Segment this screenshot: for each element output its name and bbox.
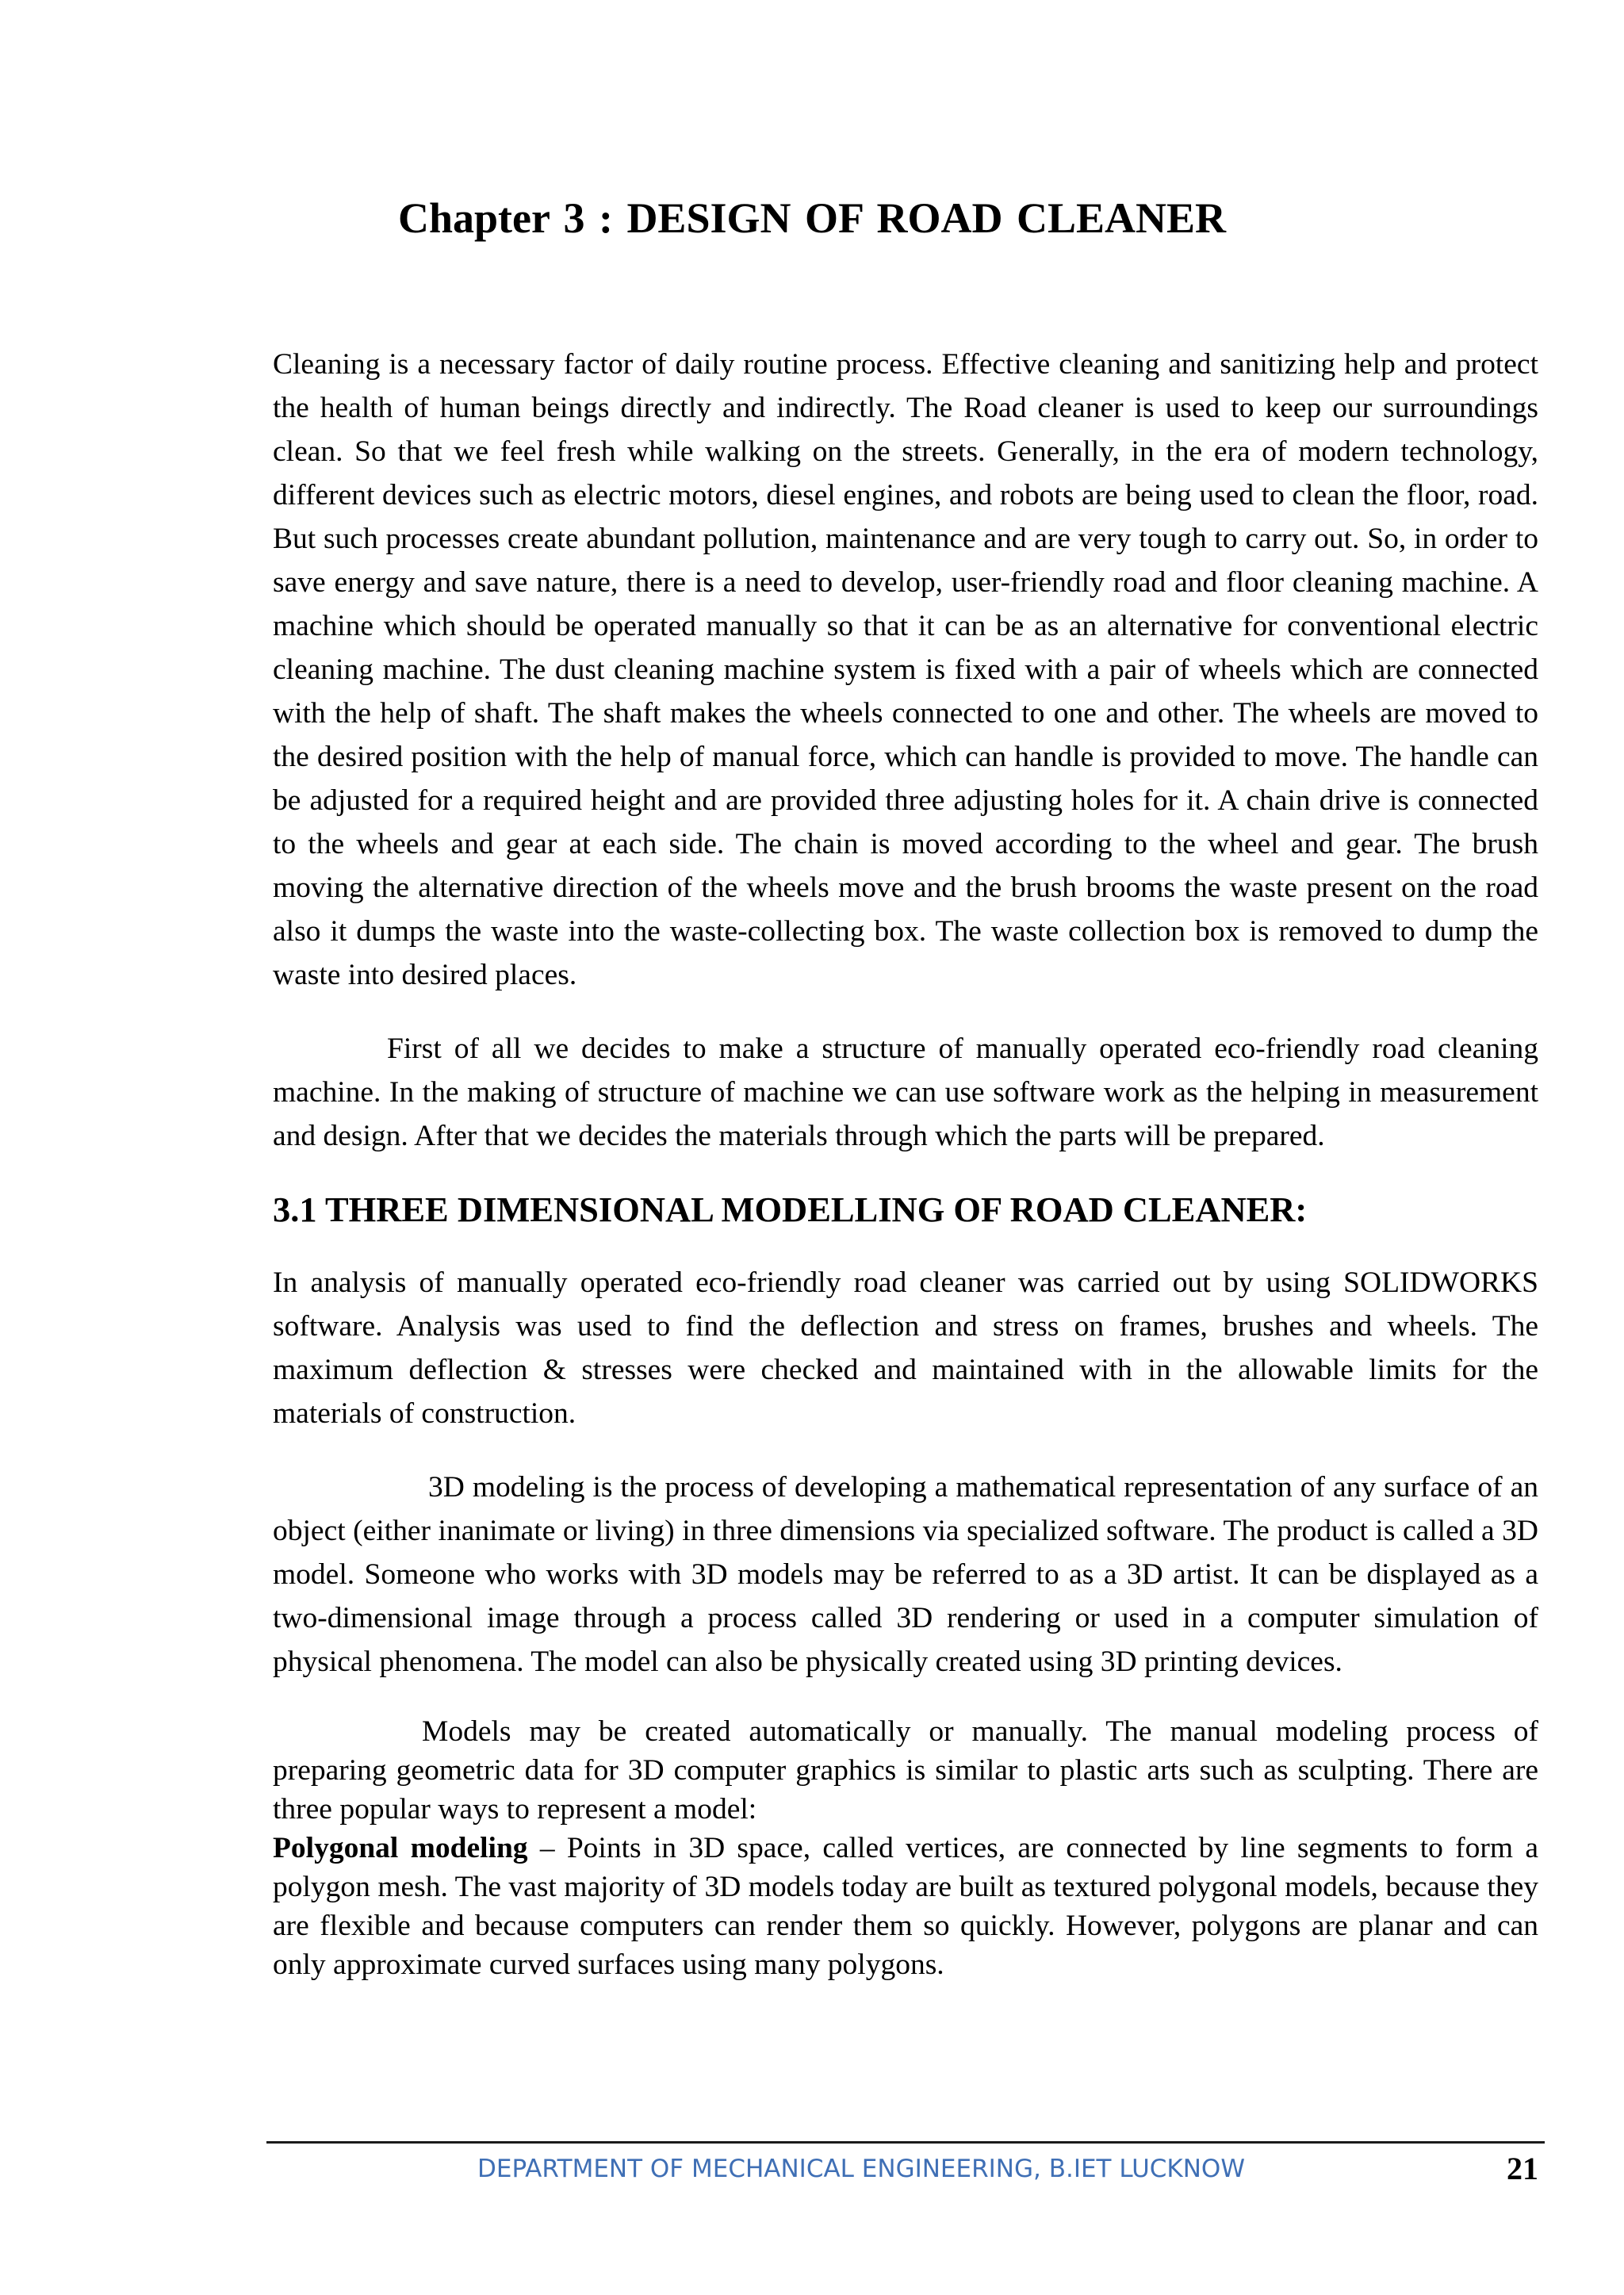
structure-paragraph: First of all we decides to make a structure of manually operated eco-friendly road cleaning machine. In the making of structure of machine we can use software work as the helping in measurement and design. After that we decides the materials through which the parts will be prepared. [273,1033,1538,1152]
intro-paragraph: Cleaning is a necessary factor of daily routine process. Effective cleaning and sanitizing help and protect the health of human beings directly and indirectly. The Road cleaner is used to keep our surroundings clean. So that we feel fresh while walking on the streets. Generally, in the era of modern technology, different devices such as electric motors, diesel engines, and robots are being used to clean the floor, road. But such processes create abundant pollution, maintenance and are very tough to carry out. So, in order to save energy and save nature, there is a need to develop, user-friendly road and floor cleaning machine. A machine which should be operated manually so that it can be as an alternative for conventional electric cleaning machine. The dust cleaning machine system is fixed with a pair of wheels which are connected with the help of shaft. The shaft makes the wheels connected to one and other. The wheels are moved to the desired position with the help of manual force, which can handle is provided to move. The handle can be adjusted for a required height and are provided three adjusting holes for it. A chain drive is connected to the wheels and gear at each side. The chain is moved according to the wheel and gear. The brush moving the alternative direction of the wheels move and the brush brooms the waste present on the road also it dumps the waste into the waste-collecting box. The waste collection box is removed to dump the waste into desired places. [273,348,1538,991]
page-number: 21 [1507,2151,1538,2186]
analysis-paragraph: In analysis of manually operated eco-friendly road cleaner was carried out by using SOLIDWORKS software. Analysis was used to find the deflection and stress on frames, brushes and wheels. The maximum deflection & stresses were checked and maintained with in the allowable limits for the materials of construction. [273,1266,1538,1430]
footer-divider [266,2141,1545,2144]
page-footer [266,2149,1545,2189]
polygonal-modeling-term: Polygonal modeling [273,1832,528,1864]
chapter-title: Chapter 3 : DESIGN OF ROAD CLEANER [397,194,1227,242]
page-content [273,343,1538,1984]
section-heading: 3.1 THREE DIMENSIONAL MODELLING OF ROAD CLEANER: [273,1190,1308,1229]
3d-modeling-paragraph: 3D modeling is the process of developing a mathematical representation of any surface of an object (either inanimate or living) in three dimensions via specialized software. The product is called a 3D model. Someone who works with 3D models may be referred to as a 3D artist. It can be displayed as a two-dimensional image through a process called 3D rendering or used in a computer simulation of physical phenomena. The model can also be physically created using 3D printing devices. [273,1471,1538,1678]
footer-department: DEPARTMENT OF MECHANICAL ENGINEERING, B.IET LUCKNOW [477,2155,1245,2183]
polygonal-modeling-text: – Points in 3D space, called vertices, are connected by line segments to form a polygon mesh. The vast majority of 3D models today are built as textured polygonal models, because they are flexible and because computers can render them so quickly. However, polygons are planar and can only approximate curved surfaces using many polygons. [273,1832,1538,1981]
polygonal-modeling-paragraph [273,1829,1538,1984]
models-paragraph: Models may be created automatically or manually. The manual modeling process of preparing geometric data for 3D computer graphics is similar to plastic arts such as sculpting. There are three popular ways to represent a model: [273,1715,1538,1826]
